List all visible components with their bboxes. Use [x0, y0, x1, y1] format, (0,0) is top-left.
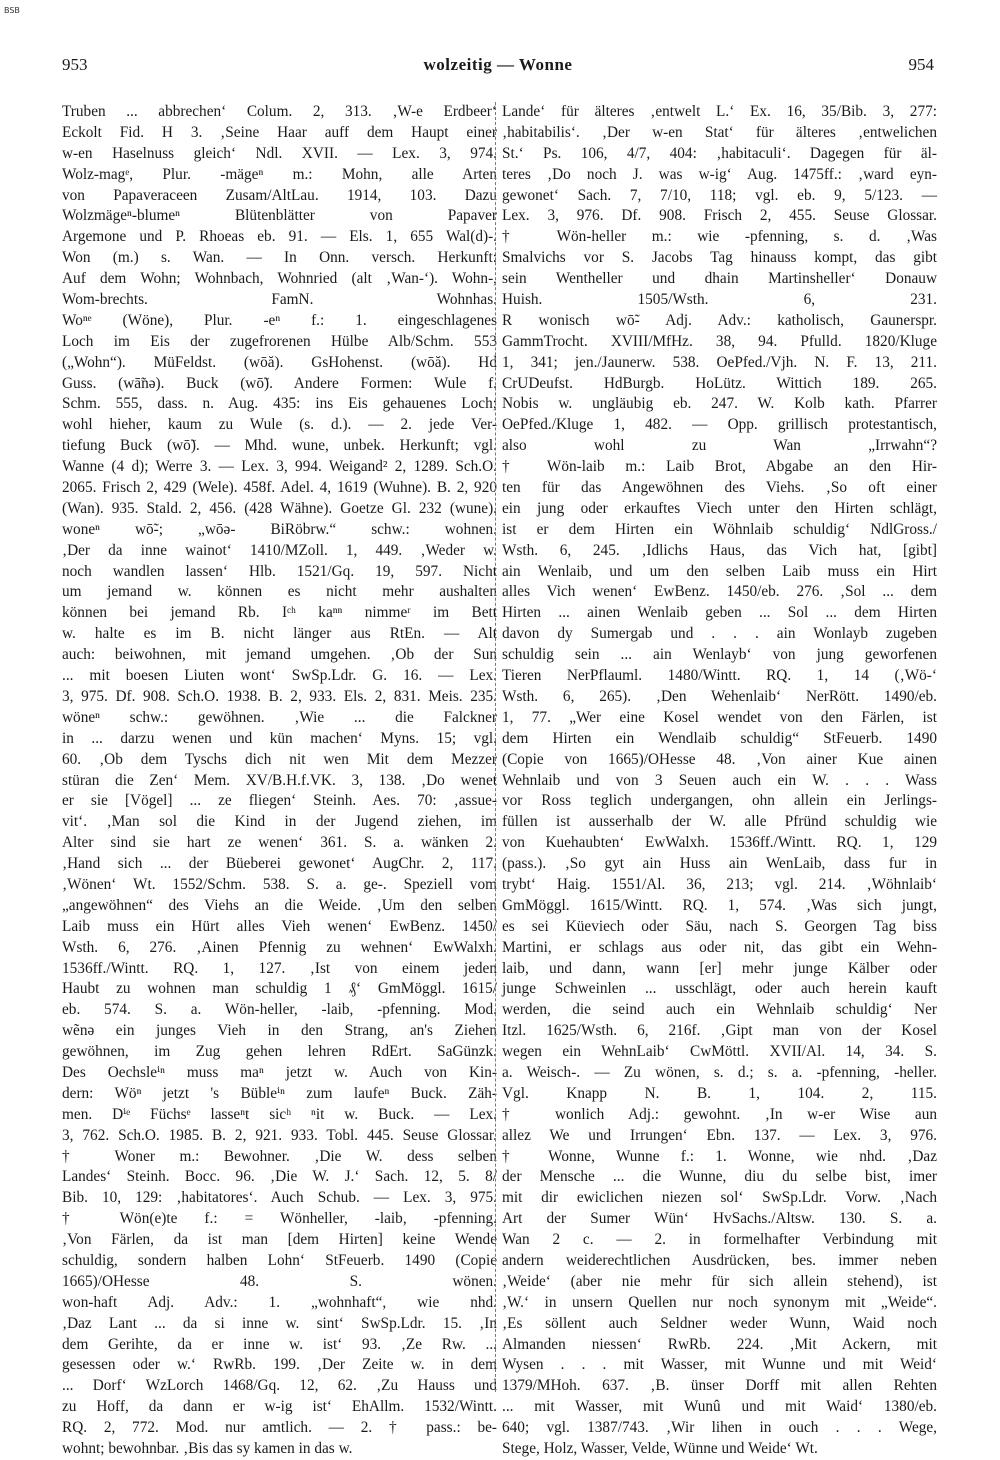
text-line: ‚Der da inne wainot‘ 1410/MZoll. 1, 449. ‚Weder w.: [62, 541, 497, 559]
text-line: Wehnlaib und von 3 Seuen auch ein W. . . . Wass: [502, 771, 937, 789]
text-line: Wolz-magᵉ, Plur. -mägeⁿ m.: Mohn, alle Arten: [62, 165, 497, 183]
text-line: 2065. Frisch 2, 429 (Wele). 458f. Adel. 4, 1619 (Wuhne). B. 2, 920: [62, 479, 497, 497]
text-line: Wom-brechts. FamN. Wohnhas.: [62, 291, 497, 309]
text-line: wohnt; bewohnbar. ‚Bis das sy kamen in das w.: [62, 1440, 353, 1457]
text-line: von Kuehaubten‘ EwWalxh. 1536ff./Wintt. RQ. 1, 129: [502, 834, 937, 852]
text-line: St.‘ Ps. 106, 4/7, 404: ‚habitaculi‘. Dagegen für äl-: [502, 144, 937, 162]
text-line: er sie [Vögel] ... ze fliegen‘ Steinh. Aes. 70: ‚assue-: [62, 792, 497, 810]
text-line: OePfed./Kluge 1, 482. — Opp. grillisch protestantisch,: [502, 416, 937, 434]
text-line: CrUDeufst. HdBurgb. HoLütz. Wittich 189. 265.: [502, 374, 937, 392]
text-line: w. halte es im B. nicht länger aus RtEn. — Alt: [62, 625, 497, 643]
text-line: ‚Wönen‘ Wt. 1552/Schm. 538. S. a. ge-. Speziell vom: [62, 875, 497, 893]
text-line: 60. ‚Ob dem Tyschs dich nit wen Mit dem Mezzer: [62, 750, 497, 768]
text-line: sein Wentheller und dhain Martinsheller‘ Donauw: [502, 270, 937, 288]
text-line: können bei jemand Rb. Iᶜʰ kaⁿⁿ nimmeʳ im Bett: [62, 604, 497, 622]
text-line: 3, 975. Df. 908. Sch.O. 1938. B. 2, 933. Els. 2, 831. Meis. 235.: [62, 687, 497, 705]
text-line: Almanden niessen‘ RwRb. 224. ‚Mit Ackern, mit: [502, 1335, 937, 1353]
text-line: wohl hieher, kaum zu Wule (s. d.). — 2. jede Ver-: [62, 416, 497, 434]
text-line: Wysen . . . mit Wasser, mit Wunne und mit Weid‘: [502, 1356, 937, 1374]
text-line: auch: beiwohnen, mit jemand umgehen. ‚Ob der Sun: [62, 646, 497, 664]
text-line: dem Hirten ein Wendlaib schuldig“ StFeuerb. 1490: [502, 729, 937, 747]
text-line: trybt‘ Haig. 1551/Al. 36, 213; vgl. 214. ‚Wöhnlaib‘: [502, 875, 937, 893]
text-line: Wan 2 c. — 2. in formelhafter Verbindung mit: [502, 1231, 937, 1249]
text-line: Loch im Eis der zugefrorenen Hülbe Alb/Schm. 553: [62, 332, 497, 350]
text-line: ist er dem Hirten ein Wöhnlaib schuldig‘ NdlGross./: [502, 520, 937, 538]
text-line: gewöhnen, im Zug gehen lehren RdErt. SaGünzk.: [62, 1043, 497, 1061]
text-line: a. Weisch-. — Zu wönen, s. d.; s. a. -pfenning, -heller.: [502, 1063, 937, 1081]
text-line: vit‘. ‚Man sol die Kind in der Jugend ziehen, im: [62, 813, 497, 831]
text-line: Truben ... abbrechen‘ Colum. 2, 313. ‚W-e Erdbeer‘: [62, 103, 497, 120]
text-line: † Wonne, Wunne f.: 1. Wonne, wie nhd. ‚Daz: [502, 1147, 937, 1165]
text-line: 1379/MHoh. 637. ‚B. ünser Dorff mit allen Rehten: [502, 1377, 937, 1395]
text-line: w-en Haselnuss gleich‘ Ndl. XVII. — Lex. 3, 974.: [62, 144, 497, 162]
text-line: ‚Daz Lant ... da si inne w. sint‘ SwSp.Ldr. 15. ‚In: [62, 1314, 497, 1332]
text-line: RQ. 2, 772. Mod. nur amtlich. — 2. † pass.: be-: [62, 1419, 497, 1437]
text-line: („Wohn“). MüFeldst. (wōă). GsHohenst. (wōă). Hd: [62, 353, 497, 371]
text-line: ‚Es söllent auch Seldner weder Wunn, Waid noch: [502, 1314, 937, 1332]
text-line: eb. 574. S. a. Wön-heller, -laib, -pfenning. Mod.: [62, 1001, 497, 1019]
text-line: Schm. 555, dass. n. Aug. 435: ins Eis gehauenes Loch;: [62, 395, 497, 413]
text-line: ‚Weide‘ (aber nie mehr für sich allein stehend), ist: [502, 1272, 937, 1290]
text-line: Huish. 1505/Wsth. 6, 231.: [502, 291, 937, 309]
text-line: men. Dⁱᵉ Füchsᵉ lasseⁿt sicʰ ⁿit w. Buck. — Lex.: [62, 1105, 497, 1123]
text-line: 1, 341; jen./Jaunerw. 538. OePfed./Vjh. N. F. 13, 211.: [502, 353, 937, 371]
text-line: ... Dorf‘ WzLorch 1468/Gq. 12, 62. ‚Zu Hauss und: [62, 1377, 497, 1395]
text-line: allez We und Irrungen‘ Ebn. 137. — Lex. 3, 976.: [502, 1126, 937, 1144]
page-number-right: 954: [908, 55, 934, 74]
text-line: Smalvichs vor S. Jacobs Tag hinauss kompt, das gibt: [502, 249, 937, 267]
text-line: (pass.). ‚So gyt ain Huss ain WenLaib, dass fur in: [502, 855, 937, 873]
text-line: Woⁿᵉ (Wöne), Plur. -eⁿ f.: 1. eingeschlagenes: [62, 311, 497, 329]
text-line: Itzl. 1625/Wsth. 6, 216f. ‚Gipt man von der Kosel: [502, 1022, 937, 1040]
text-line: won-haft Adj. Adv.: 1. „wohnhaft“, wie nhd.: [62, 1293, 497, 1311]
text-line: ‚Hand sich ... der Büeberei gewonet‘ AugChr. 2, 117.: [62, 855, 497, 873]
text-line: Stege, Holz, Wasser, Velde, Wünne und Weide‘ Wt.: [502, 1440, 818, 1457]
text-line: 3, 762. Sch.O. 1985. B. 2, 921. 933. Tobl. 445. Seuse Glossar.: [62, 1126, 497, 1144]
text-line: Des Oechsleⁱⁿ muss maⁿ jetzt w. Auch von Kin-: [62, 1063, 497, 1081]
text-line: ten für das Angewöhnen des Viehs. ‚So oft einer: [502, 479, 937, 497]
text-line: dem Gerihte, da er inne w. ist‘ 93. ‚Ze Rw. ...: [62, 1335, 497, 1353]
text-line: Argemone und P. Rhoeas eb. 91. — Els. 1, 655 Wal(d)-.: [62, 228, 497, 246]
text-line: Bib. 10, 129: ‚habitatores‘. Auch Schub. — Lex. 3, 975.: [62, 1189, 497, 1207]
text-line: wẽnə ein junges Vieh in den Strang, an's Ziehen: [62, 1022, 497, 1040]
left-column: [62, 102, 497, 1457]
library-stamp: BSB: [4, 6, 20, 15]
text-line: Martini, er schlags aus oder nit, das gibt ein Wehn-: [502, 938, 937, 956]
text-line: davon dy Sumergab und . . . ain Wonlayb zugeben: [502, 625, 937, 643]
text-line: ein jung oder erkauftes Viech unter den Hirten schlägt,: [502, 499, 937, 517]
right-column: [502, 102, 937, 1457]
text-line: ain Wenlaib, und um den selben Laib muss ein Hirt: [502, 562, 937, 580]
text-line: † Wön(e)te f.: = Wönheller, -laib, -pfenning.: [62, 1210, 497, 1228]
text-line: (Wan). 935. Stald. 2, 456. (428 Wähne). Goetze Gl. 232 (wune).: [62, 499, 497, 517]
text-line: stüran die Zen‘ Mem. XV/B.H.f.VK. 3, 138. ‚Do wenet: [62, 771, 497, 789]
text-line: Eckolt Fid. H 3. ‚Seine Haar auff dem Haupt einer: [62, 123, 497, 141]
text-line: es sei Küeviech oder Säu, nach S. Georgen Tag biss: [502, 917, 937, 935]
text-line: † Wön-heller m.: wie -pfenning, s. d. ‚Was: [502, 228, 937, 246]
text-line: Art der Sumer Wün‘ HvSachs./Altsw. 130. S. a.: [502, 1210, 937, 1228]
text-line: gesessen oder w.‘ RwRb. 199. ‚Der Zeite w. in dem: [62, 1356, 497, 1374]
text-line: zu Hoff, da dann er w-ig ist‘ EhAllm. 1532/Wintt.: [62, 1398, 497, 1416]
text-line: R wonisch wō̃- Adj. Adv.: katholisch, Gaunerspr.: [502, 311, 937, 329]
text-line: in ... darzu wenen und kün machen‘ Myns. 15; vgl.: [62, 729, 497, 747]
text-line: alles Vich wenen‘ EwBenz. 1450/eb. 276. ‚Sol ... dem: [502, 583, 937, 601]
text-line: Haubt zu wohnen man schuldig 1 ₰‘ GmMöggl. 1615/: [62, 980, 497, 998]
text-line: (Copie von 1665)/OHesse 48. ‚Von ainer Kue ainen: [502, 750, 937, 768]
text-line: vor Ross teglich undergangen, ohn allein ein Jerlings-: [502, 792, 937, 810]
page-header: [62, 55, 934, 81]
text-line: Nobis w. ungläubig eb. 247. W. Kolb kath. Pfarrer: [502, 395, 937, 413]
text-line: Alter sind sie hart ze wenen‘ 361. S. a. wänken 2.: [62, 834, 497, 852]
text-line: Wolzmägeⁿ-blumeⁿ Blütenblätter von Papaver: [62, 207, 497, 225]
text-line: teres ‚Do noch J. was w-ig‘ Aug. 1475ff.: ‚ward eyn-: [502, 165, 937, 183]
text-line: † Wön-laib m.: Laib Brot, Abgabe an den Hir-: [502, 458, 937, 476]
running-title: wolzeitig — Wonne: [423, 55, 573, 74]
text-line: mit dir ewiclichen niezen sol‘ SwSp.Ldr. Vorw. ‚Nach: [502, 1189, 937, 1207]
text-line: Vgl. Knapp N. B. 1, 104. 2, 115.: [502, 1084, 937, 1102]
text-line: tiefung Buck (wō̃). — Mhd. wune, unbek. Herkunft; vgl.: [62, 437, 497, 455]
text-line: der Mensche ... die Wunne, diu du selbe bist, imer: [502, 1168, 937, 1186]
text-line: gewonet‘ Sach. 7, 7/10, 118; vgl. eb. 9, 5/123. —: [502, 186, 937, 204]
text-line: Tieren NerPflauml. 1480/Wintt. RQ. 1, 14 (‚Wö-‘: [502, 667, 937, 685]
text-line: 1665)/OHesse 48. S. wönen.: [62, 1272, 497, 1290]
text-line: † Woner m.: Bewohner. ‚Die W. dess selben: [62, 1147, 497, 1165]
text-line: werden, die seind auch ein Wehnlaib schuldig‘ Ner: [502, 1001, 937, 1019]
text-line: GmMöggl. 1615/Wintt. RQ. 1, 574. ‚Was sich jungt,: [502, 896, 937, 914]
text-line: ... mit boesen Liuten wont‘ SwSp.Ldr. G. 16. — Lex.: [62, 667, 497, 685]
text-line: Guss. (wā̃nə). Buck (wō̃). Andere Formen: Wule f.: [62, 374, 497, 392]
text-line: 1, 77. „Wer eine Kosel wendet von den Färlen, ist: [502, 708, 937, 726]
text-line: noch wandlen lassen‘ Hlb. 1521/Gq. 19, 597. Nicht: [62, 562, 497, 580]
text-line: schuldig sein ... ain Wenlayb‘ von jung geworfenen: [502, 646, 937, 664]
text-line: 640; vgl. 1387/743. ‚Wir lihen in ouch . . . Wege,: [502, 1419, 937, 1437]
text-line: wegen ein WehnLaib‘ CwMöttl. XVII/Al. 14, 34. S.: [502, 1043, 937, 1061]
text-line: dern: Wöⁿ jetzt 's Bübleⁱⁿ zum laufeⁿ Buck. Zäh-: [62, 1084, 497, 1102]
text-line: Wsth. 6, 276. ‚Ainen Pfennig zu wehnen‘ EwWalxh.: [62, 938, 497, 956]
text-line: „angewöhnen“ des Viehs an die Weide. ‚Um den selben: [62, 896, 497, 914]
text-line: Wanne (4 d); Werre 3. — Lex. 3, 994. Weigand² 2, 1289. Sch.O.: [62, 458, 497, 476]
text-line: Wsth. 6, 245. ‚Idlichs Haus, das Vich hat, [gibt]: [502, 541, 937, 559]
column-divider: [495, 102, 496, 1392]
page-number-left: 953: [62, 55, 88, 74]
text-line: Laib muss ein Hürt alles Vieh wenen‘ EwBenz. 1450/: [62, 917, 497, 935]
text-line: ‚Von Färlen, da ist man [dem Hirten] keine Wende: [62, 1231, 497, 1249]
text-line: wöneⁿ schw.: gewöhnen. ‚Wie ... die Falckner: [62, 708, 497, 726]
text-line: ... mit Wasser, mit Wunû und mit Waid‘ 1380/eb.: [502, 1398, 937, 1416]
text-line: ‚habitabilis‘. ‚Der w-en Stat‘ für älteres ‚entwelichen: [502, 123, 937, 141]
text-line: GammTrocht. XVIII/MfHz. 38, 94. Pfulld. 1820/Kluge: [502, 332, 937, 350]
text-line: laib, und dann, wann [er] mehr junge Kälber oder: [502, 959, 937, 977]
text-line: junge Schweinlen ... usschlägt, oder auch herein kauft: [502, 980, 937, 998]
text-line: † wonlich Adj.: gewohnt. ‚In w-er Wise aun: [502, 1105, 937, 1123]
text-line: füllen ist ausserhalb der W. alle Pfründ schuldig wie: [502, 813, 937, 831]
text-line: woneⁿ wō̃-; „wōə- BiRöbrw.“ schw.: wohnen.: [62, 520, 497, 538]
text-line: ‚W.‘ in unsern Quellen nur noch synonym mit „Weide“.: [502, 1293, 937, 1311]
text-line: Lande‘ für älteres ‚entwelt L.‘ Ex. 16, 35/Bib. 3, 277:: [502, 103, 937, 120]
text-line: also wohl zu Wan „Irrwahn“?: [502, 437, 937, 455]
text-line: um jemand w. können es nicht mehr aushalten: [62, 583, 497, 601]
text-line: Auf dem Wohn; Wohnbach, Wohnried (alt ‚Wan-‘). Wohn-,: [62, 270, 497, 288]
text-line: schuldig, sondern halben Lohn‘ StFeuerb. 1490 (Copie: [62, 1251, 497, 1269]
text-line: 1536ff./Wintt. RQ. 1, 127. ‚Ist von einem jeden: [62, 959, 497, 977]
text-line: andern weiderechtlichen Ausdrücken, bes. immer neben: [502, 1251, 937, 1269]
text-line: Hirten ... ainen Wenlaib geben ... Sol ... dem Hirten: [502, 604, 937, 622]
text-line: Lex. 3, 976. Df. 908. Frisch 2, 455. Seuse Glossar.: [502, 207, 937, 225]
text-line: Won (m.) s. Wan. — In Onn. versch. Herkunft:: [62, 249, 497, 267]
text-line: Landes‘ Steinh. Bocc. 96. ‚Die W. J.‘ Sach. 12, 5. 8/: [62, 1168, 497, 1186]
text-line: von Papaveraceen Zusam/AltLau. 1914, 103. Dazu: [62, 186, 497, 204]
text-line: Wsth. 6, 265). ‚Den Wehenlaib‘ NerRött. 1490/eb.: [502, 687, 937, 705]
